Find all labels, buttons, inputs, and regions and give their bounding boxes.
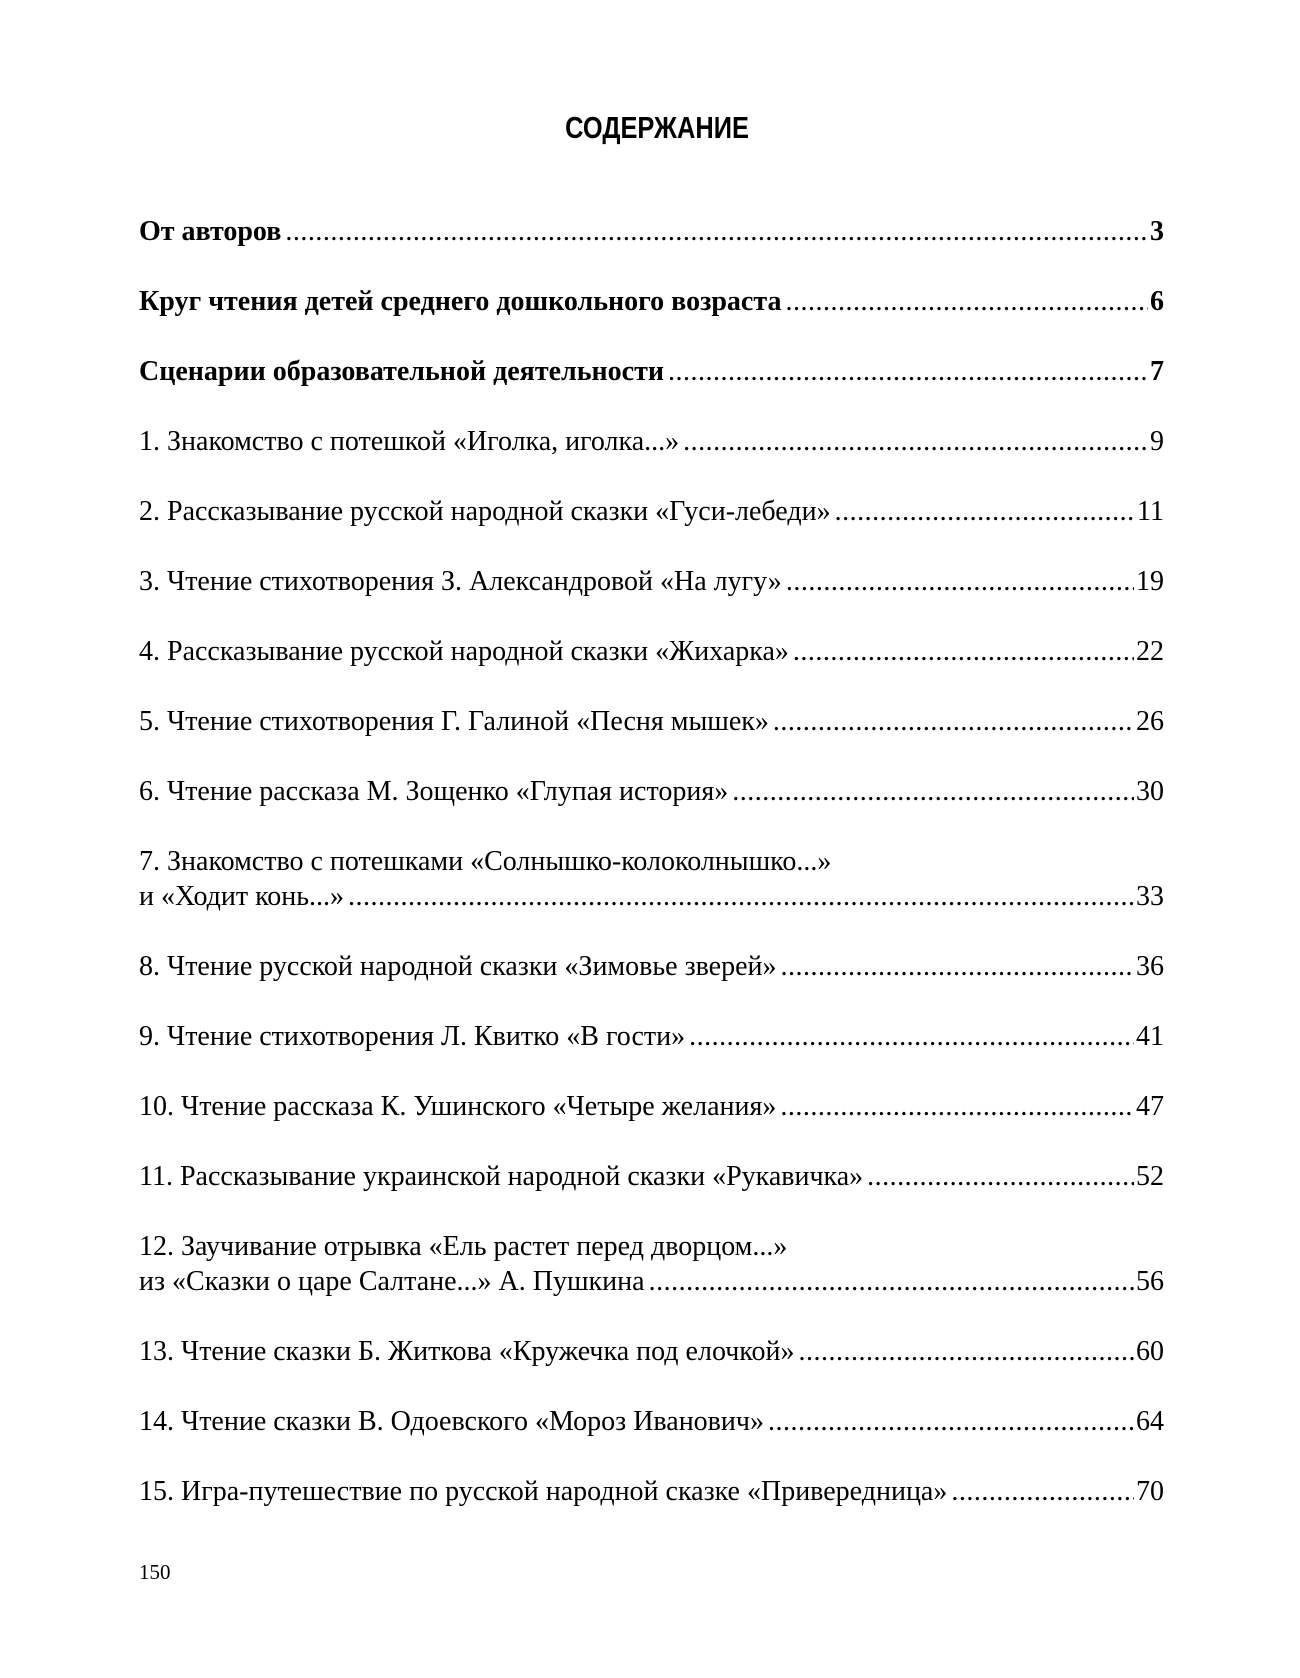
toc-entry-title: 10. Чтение рассказа К. Ушинского «Четыре желания» — [139, 1091, 777, 1122]
dot-leader — [764, 1404, 1134, 1439]
toc-entry-title: 11. Рассказывание украинской народной сказки «Рукавичка» — [139, 1161, 864, 1192]
toc-entry-title: 14. Чтение сказки В. Одоевского «Мороз Иванович» — [139, 1406, 764, 1437]
toc-entry-title: 5. Чтение стихотворения Г. Галиной «Песня мышек» — [139, 706, 769, 737]
dot-leader — [776, 1089, 1134, 1124]
toc-entry-line — [139, 1229, 1164, 1264]
toc-entry-line — [139, 354, 1164, 389]
toc-entry-title: От авторов — [139, 216, 282, 247]
page-title-text: СОДЕРЖАНИЕ — [565, 110, 749, 145]
toc-entry-page: 56 — [1136, 1266, 1164, 1297]
toc-entry-line — [139, 564, 1164, 599]
toc-entry-page: 36 — [1136, 951, 1164, 982]
toc-entry-line — [139, 284, 1164, 319]
toc-entry[interactable] — [139, 774, 1164, 809]
toc-entry[interactable] — [139, 1229, 1164, 1299]
toc-entry-title: и «Ходит конь...» — [139, 881, 345, 912]
toc-entry[interactable] — [139, 564, 1164, 599]
dot-leader — [831, 494, 1135, 529]
toc-entry-line — [139, 634, 1164, 669]
toc-entry-line — [139, 879, 1164, 914]
dot-leader — [664, 354, 1148, 389]
toc-entry-title: 6. Чтение рассказа М. Зощенко «Глупая история» — [139, 776, 729, 807]
toc-entry-page: 52 — [1136, 1161, 1164, 1192]
toc-entry-page: 11 — [1137, 496, 1164, 527]
toc-entry-page: 70 — [1136, 1476, 1164, 1507]
dot-leader — [685, 1019, 1134, 1054]
toc-entry[interactable] — [139, 494, 1164, 529]
toc-entry-line — [139, 1159, 1164, 1194]
dot-leader — [344, 879, 1134, 914]
toc-entry-page: 9 — [1150, 426, 1164, 457]
dot-leader — [281, 214, 1148, 249]
dot-leader — [782, 564, 1134, 599]
toc-entry[interactable] — [139, 424, 1164, 459]
toc-entry-title: 4. Рассказывание русской народной сказки «Жихарка» — [139, 636, 789, 667]
toc-entry-page: 47 — [1136, 1091, 1164, 1122]
toc-entry-line — [139, 949, 1164, 984]
toc-entry-title: из «Сказки о царе Салтане...» А. Пушкина — [139, 1266, 645, 1297]
toc-entry[interactable] — [139, 634, 1164, 669]
toc-entry-line — [139, 704, 1164, 739]
toc-entry-title: 9. Чтение стихотворения Л. Квитко «В гости» — [139, 1021, 686, 1052]
dot-leader — [679, 424, 1148, 459]
toc-entry-title: 8. Чтение русской народной сказки «Зимовье зверей» — [139, 951, 777, 982]
toc-entry-page: 22 — [1136, 636, 1164, 667]
toc-entry-line — [139, 1019, 1164, 1054]
toc-entry-line — [139, 1089, 1164, 1124]
toc-entry[interactable] — [139, 214, 1164, 249]
toc-entry-line — [139, 1264, 1164, 1299]
dot-leader — [781, 284, 1148, 319]
dot-leader — [769, 704, 1134, 739]
dot-leader — [789, 634, 1134, 669]
page-title — [0, 110, 1300, 146]
toc-entry[interactable] — [139, 1334, 1164, 1369]
dot-leader — [947, 1474, 1134, 1509]
toc-entry-line — [139, 424, 1164, 459]
toc-entry-line — [139, 1474, 1164, 1509]
toc-entry-line — [139, 774, 1164, 809]
toc-entry-line — [139, 494, 1164, 529]
toc-entry-page: 7 — [1150, 356, 1164, 387]
page-number: 150 — [139, 1560, 171, 1584]
toc-entry-line — [139, 1404, 1164, 1439]
toc-entry-page: 26 — [1136, 706, 1164, 737]
toc-entry-page: 3 — [1150, 216, 1164, 247]
toc-entry-title: Сценарии образовательной деятельности — [139, 356, 664, 387]
toc-entry-line — [139, 1334, 1164, 1369]
dot-leader — [777, 949, 1134, 984]
toc-entry-page: 64 — [1136, 1406, 1164, 1437]
toc-entry[interactable] — [139, 354, 1164, 389]
toc-entry[interactable] — [139, 1404, 1164, 1439]
toc-entry[interactable] — [139, 1089, 1164, 1124]
toc-entry[interactable] — [139, 1159, 1164, 1194]
toc-entry-page: 60 — [1136, 1336, 1164, 1367]
toc-entry-page: 6 — [1150, 286, 1164, 317]
toc-entry-page: 33 — [1136, 881, 1164, 912]
toc-entry-line — [139, 214, 1164, 249]
table-of-contents — [139, 214, 1164, 1544]
toc-entry-title: 1. Знакомство с потешкой «Иголка, иголка...» — [139, 426, 680, 457]
dot-leader — [863, 1159, 1134, 1194]
toc-entry[interactable] — [139, 1474, 1164, 1509]
dot-leader — [728, 774, 1134, 809]
toc-entry-title: 7. Знакомство с потешками «Солнышко-колоколнышко...» — [139, 846, 832, 877]
toc-entry-line — [139, 844, 1164, 879]
dot-leader — [794, 1334, 1134, 1369]
toc-entry-title: 13. Чтение сказки Б. Житкова «Кружечка под елочкой» — [139, 1336, 795, 1367]
toc-entry-page: 41 — [1136, 1021, 1164, 1052]
toc-entry[interactable] — [139, 284, 1164, 319]
toc-entry-page: 30 — [1136, 776, 1164, 807]
toc-entry-title: 15. Игра-путешествие по русской народной сказке «Привередница» — [139, 1476, 948, 1507]
toc-entry-page: 19 — [1136, 566, 1164, 597]
toc-entry-title: 12. Заучивание отрывка «Ель растет перед дворцом...» — [139, 1231, 788, 1262]
toc-entry[interactable] — [139, 1019, 1164, 1054]
toc-entry-title: Круг чтения детей среднего дошкольного возраста — [139, 286, 782, 317]
toc-entry-title: 3. Чтение стихотворения З. Александровой «На лугу» — [139, 566, 782, 597]
toc-entry[interactable] — [139, 949, 1164, 984]
dot-leader — [645, 1264, 1134, 1299]
toc-entry-title: 2. Рассказывание русской народной сказки «Гуси-лебеди» — [139, 496, 831, 527]
toc-entry[interactable] — [139, 704, 1164, 739]
toc-entry[interactable] — [139, 844, 1164, 914]
